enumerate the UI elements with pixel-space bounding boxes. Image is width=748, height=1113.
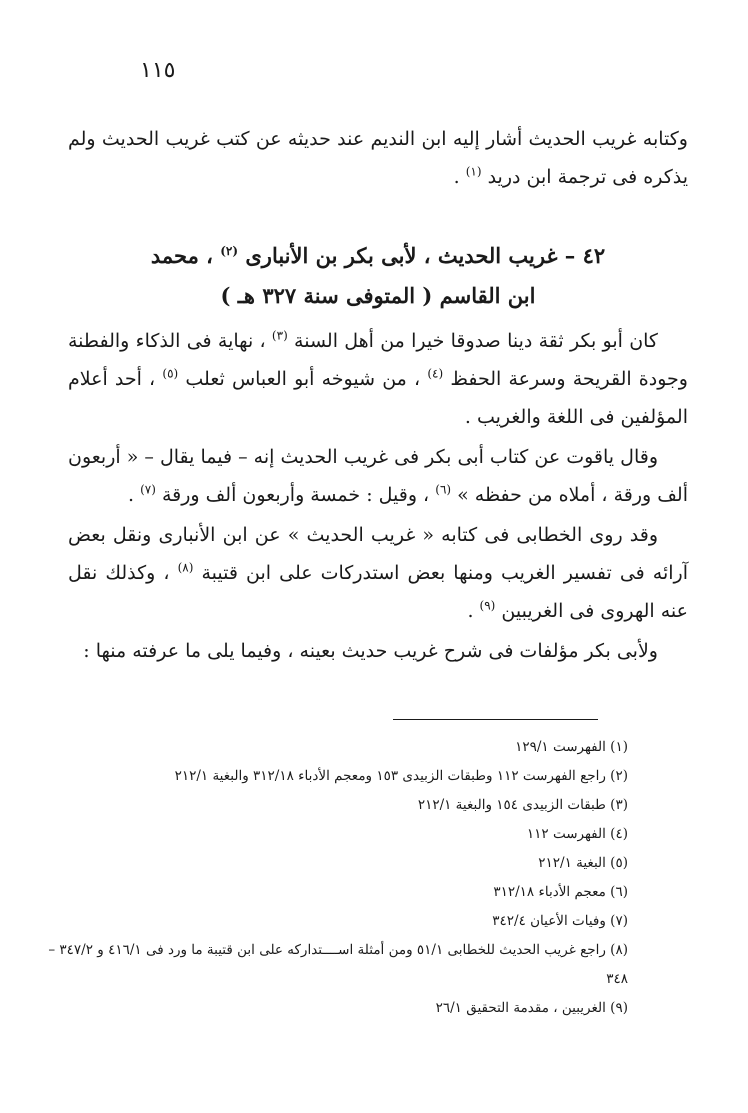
- heading-line-1: [68, 236, 688, 276]
- intro-line-2: الحديث ولم يذكره فى ترجمة ابن دريد: [68, 128, 688, 188]
- footnote-ref-3: (٣): [271, 328, 288, 343]
- paragraph-3-text-a: وقد روى الخطابى فى كتابه « غريب الحديث » عن ابن الأنبارى ونقل بعض آرائه فى تفسير الغريب ومنها بعض استدركات على ابن قتيبة: [68, 524, 689, 584]
- footnote-ref-1: (١): [465, 164, 482, 179]
- paragraph-1-text-c: ، من شيوخه أبو العباس ثعلب: [185, 368, 421, 390]
- intro-paragraph: [68, 120, 688, 196]
- footnote-ref-2: (٢): [220, 244, 239, 258]
- footnote-divider: [393, 719, 598, 720]
- paragraph-3-text-b: ، وكذلك نقل عنه الهروى فى الغريبين: [68, 562, 688, 622]
- paragraph-4-text: ولأبى بكر مؤلفات فى شرح غريب حديث بعينه ، وفيما يلى ما عرفته منها :: [83, 640, 658, 662]
- footnote-ref-5: (٥): [162, 366, 179, 381]
- paragraph-1-text-d: ، أحد أعلام المؤلفين فى اللغة والغريب .: [68, 368, 688, 428]
- paragraph-3-text-c: .: [467, 600, 474, 622]
- section-heading: [68, 236, 688, 316]
- intro-period: .: [453, 166, 460, 188]
- paragraph-1-text-b: ، نهاية فى الذكاء والفطنة وجودة القريحة وسرعة الحفظ: [68, 330, 688, 390]
- heading-title: ٤٢ – غريب الحديث ، لأبى بكر بن الأنبارى: [245, 243, 606, 268]
- footnote-ref-4: (٤): [427, 366, 444, 381]
- footnote-ref-8: (٨): [177, 560, 194, 575]
- footnote-3: (٣) طبقات الزبيدى ١٥٤ والبغية ٢١٢/١: [417, 797, 628, 813]
- paragraph-3: [68, 516, 688, 630]
- footnote-9: (٩) الغريبين ، مقدمة التحقيق ٢٦/١: [435, 1000, 628, 1016]
- footnote-8: (٨) راجع غريب الحديث للخطابى ٥١/١ ومن أمثلة اســــتداركه على ابن قتيبة ما ورد فى ٤١٦/١ و ٣٤٧/٢ – ٣٤٨: [48, 942, 628, 987]
- intro-text: [68, 120, 688, 196]
- page-number: ١١٥: [140, 58, 176, 83]
- footnote-7: (٧) وفيات الأعيان ٣٤٢/٤: [492, 913, 628, 929]
- paragraph-1: [68, 322, 688, 436]
- footnote-ref-9: (٩): [479, 598, 496, 613]
- footnotes-list: [48, 733, 628, 1023]
- paragraph-1-text-a: كان أبو بكر ثقة دينا صدوقا خيرا من أهل السنة: [294, 330, 658, 352]
- intro-line-1: وكتابه غريب الحديث أشار إليه ابن النديم عند حديثه عن كتب غريب: [165, 128, 688, 150]
- paragraph-2: [68, 438, 688, 514]
- footnote-4: (٤) الفهرست ١١٢: [526, 826, 628, 842]
- footnote-ref-7: (٧): [140, 482, 156, 497]
- paragraph-2-text-c: .: [128, 484, 135, 506]
- footnote-5: (٥) البغية ٢١٢/١: [538, 855, 628, 871]
- footnote-1: (١) الفهرست ١٢٩/١: [515, 739, 628, 755]
- heading-author: ، محمد: [150, 243, 213, 268]
- footnote-2: (٢) راجع الفهرست ١١٢ وطبقات الزبيدى ١٥٣ ومعجم الأدباء ٣١٢/١٨ والبغية ٢١٢/١: [174, 768, 628, 784]
- paragraph-2-text-a: وقال ياقوت عن كتاب أبى بكر فى غريب الحديث إنه – فيما يقال – « أربعون ألف ورقة ، أملاه من حفظه »: [68, 446, 688, 506]
- body-text: [68, 322, 688, 672]
- paragraph-2-text-b: ، وقيل : خمسة وأربعون ألف ورقة: [161, 484, 430, 506]
- footnote-6: (٦) معجم الأدباء ٣١٢/١٨: [493, 884, 628, 900]
- heading-line-2: ابن القاسم ( المتوفى سنة ٣٢٧ هـ ): [220, 283, 536, 308]
- paragraph-4: [68, 632, 688, 670]
- footnote-ref-6: (٦): [435, 482, 452, 497]
